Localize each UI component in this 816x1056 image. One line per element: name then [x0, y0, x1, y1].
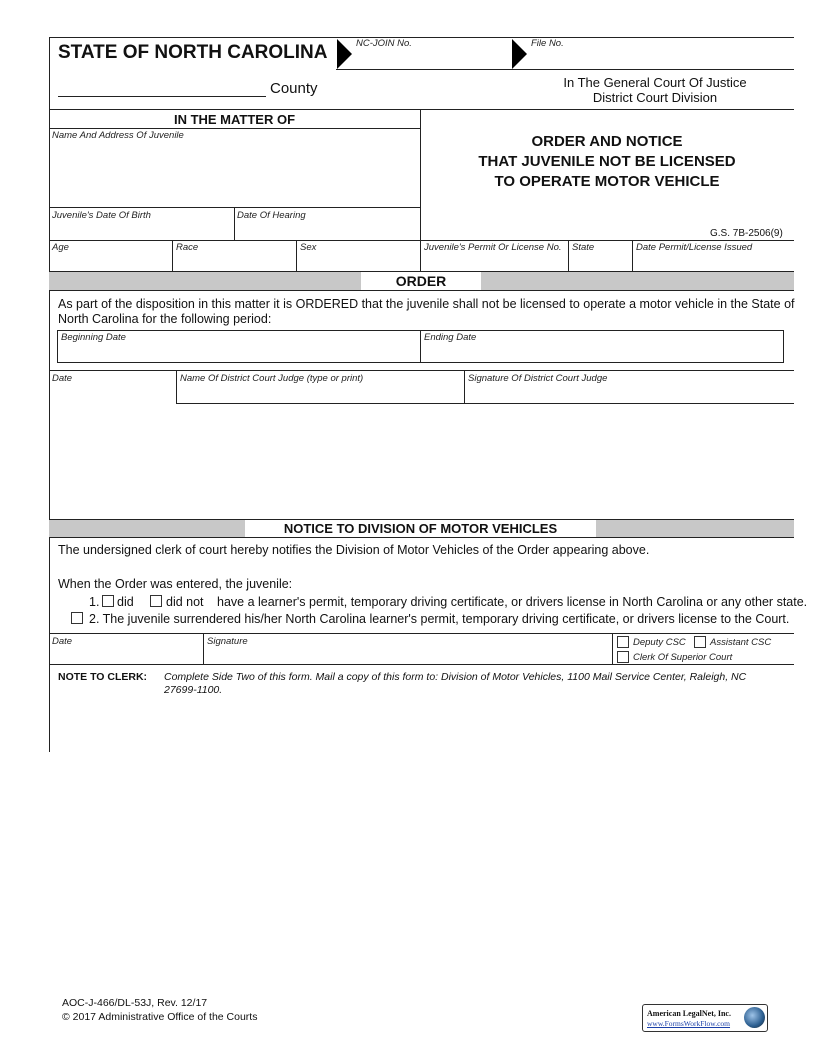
date-issued-input[interactable]	[636, 255, 786, 269]
court-line-1: In The General Court Of Justice	[563, 75, 747, 90]
option-1-text: have a learner's permit, temporary driving certificate, or drivers license in North Carolina or any other state.	[217, 595, 808, 609]
order-bar-left	[49, 272, 361, 290]
clerk-date-label: Date	[52, 636, 73, 647]
option-1-number: 1.	[89, 595, 100, 609]
judge-row-bottom	[176, 403, 794, 404]
clerk-sig-divider	[612, 633, 613, 664]
logo-line-2[interactable]: www.FormsWorkFlow.com	[647, 1019, 731, 1028]
period-divider	[420, 330, 421, 363]
form-number: AOC-J-466/DL-53J, Rev. 12/17	[62, 997, 208, 1009]
ending-date-input[interactable]	[424, 346, 774, 360]
sex-input[interactable]	[300, 255, 416, 269]
nc-join-label: NC-JOIN No.	[356, 38, 412, 49]
order-bar-bottom	[49, 290, 794, 291]
form-title-line-1: ORDER AND NOTICE	[531, 133, 683, 150]
beginning-date-label: Beginning Date	[61, 332, 126, 343]
assistant-csc-label: Assistant CSC	[710, 637, 772, 648]
order-bar-right	[481, 272, 794, 290]
header-bottom-line	[49, 109, 794, 110]
dob-divider	[234, 207, 235, 241]
top-border	[49, 37, 794, 38]
logo-line-1: American LegalNet, Inc.	[647, 1009, 731, 1018]
did-label: did	[117, 595, 134, 609]
when-text: When the Order was entered, the juvenile:	[58, 577, 293, 591]
order-date-label: Date	[52, 373, 73, 384]
did-checkbox[interactable]	[102, 595, 114, 607]
name-address-input[interactable]	[52, 143, 418, 207]
file-no-label: File No.	[531, 38, 564, 49]
judge-name-input[interactable]	[180, 386, 460, 400]
did-not-label: did not	[166, 595, 204, 609]
option-2-text: 2. The juvenile surrendered his/her North Carolina learner's permit, temporary driving certificate, or drivers license to the Court.	[89, 612, 790, 626]
judge-name-divider	[464, 370, 465, 403]
copyright: © 2017 Administrative Office of the Courts	[62, 1011, 258, 1023]
county-input[interactable]	[60, 80, 265, 95]
state-label: State	[572, 242, 595, 253]
surrendered-checkbox[interactable]	[71, 612, 83, 624]
dob-input[interactable]	[52, 223, 230, 237]
note-line-1: Complete Side Two of this form. Mail a copy of this form to: Division of Motor Vehicles, 1100 Mail Service Center, Raleigh, NC	[164, 671, 747, 683]
legalnet-logo	[642, 1004, 768, 1032]
race-input[interactable]	[176, 255, 292, 269]
clerk-date-divider	[203, 633, 204, 664]
hearing-input[interactable]	[237, 223, 415, 237]
file-no-input[interactable]	[531, 52, 781, 66]
did-not-checkbox[interactable]	[150, 595, 162, 607]
matter-title-line	[49, 128, 420, 129]
state-title: STATE OF NORTH CAROLINA	[58, 42, 328, 63]
notice-text: The undersigned clerk of court hereby notifies the Division of Motor Vehicles of the Order appearing above.	[58, 543, 650, 557]
beginning-date-input[interactable]	[61, 346, 411, 360]
deputy-csc-checkbox[interactable]	[617, 636, 629, 648]
permit-no-input[interactable]	[424, 255, 564, 269]
deputy-csc-label: Deputy CSC	[633, 637, 686, 648]
clerk-row-bottom	[49, 664, 794, 665]
form-title-line-2: THAT JUVENILE NOT BE LICENSED	[478, 153, 736, 170]
left-border	[49, 37, 50, 752]
nc-join-input[interactable]	[356, 52, 506, 66]
county-label: County	[270, 80, 318, 97]
clerk-row-top	[49, 633, 794, 634]
state-input[interactable]	[572, 255, 628, 269]
globe-icon	[744, 1007, 765, 1028]
date-issued-label: Date Permit/License Issued	[636, 242, 753, 253]
age-divider	[172, 240, 173, 271]
age-input[interactable]	[52, 255, 168, 269]
judge-name-label: Name Of District Court Judge (type or print)	[180, 373, 364, 384]
arrow-icon	[512, 39, 527, 69]
note-line-2: 27699-1100.	[164, 684, 223, 696]
permit-divider	[568, 240, 569, 271]
permit-no-label: Juvenile's Permit Or License No.	[424, 242, 562, 253]
notice-heading: NOTICE TO DIVISION OF MOTOR VEHICLES	[283, 521, 558, 536]
name-address-label: Name And Address Of Juvenile	[52, 130, 184, 141]
order-text-2: North Carolina for the following period:	[58, 312, 272, 326]
notice-bar-top	[49, 519, 794, 520]
clerk-superior-label: Clerk Of Superior Court	[633, 652, 733, 663]
note-label: NOTE TO CLERK:	[58, 671, 148, 683]
matter-title: IN THE MATTER OF	[173, 112, 296, 127]
clerk-date-input[interactable]	[52, 648, 198, 662]
court-line-2: District Court Division	[592, 90, 718, 105]
form-title-line-3: TO OPERATE MOTOR VEHICLE	[494, 173, 720, 190]
order-date-input[interactable]	[52, 386, 170, 400]
notice-bar-left	[49, 520, 245, 537]
race-divider	[296, 240, 297, 271]
judge-row-top	[49, 370, 794, 371]
age-row-line	[49, 240, 794, 241]
order-bar-top	[49, 271, 794, 272]
county-underline	[58, 96, 266, 97]
header-divider	[336, 69, 794, 70]
clerk-superior-checkbox[interactable]	[617, 651, 629, 663]
clerk-signature-label: Signature	[207, 636, 248, 647]
assistant-csc-checkbox[interactable]	[694, 636, 706, 648]
age-label: Age	[52, 242, 69, 253]
order-date-divider	[176, 370, 177, 403]
state-divider	[632, 240, 633, 271]
judge-signature-label: Signature Of District Court Judge	[468, 373, 608, 384]
statute: G.S. 7B-2506(9)	[710, 228, 783, 239]
order-heading: ORDER	[395, 273, 447, 289]
dob-label: Juvenile's Date Of Birth	[52, 210, 151, 221]
ending-date-label: Ending Date	[424, 332, 477, 343]
order-text-1: As part of the disposition in this matter it is ORDERED that the juvenile shall not be licensed to operate a motor vehicle in the State of	[58, 297, 795, 311]
sex-label: Sex	[300, 242, 317, 253]
notice-bar-right	[596, 520, 794, 537]
notice-bar-bottom	[49, 537, 794, 538]
race-label: Race	[176, 242, 199, 253]
arrow-icon	[337, 39, 352, 69]
hearing-label: Date Of Hearing	[237, 210, 306, 221]
